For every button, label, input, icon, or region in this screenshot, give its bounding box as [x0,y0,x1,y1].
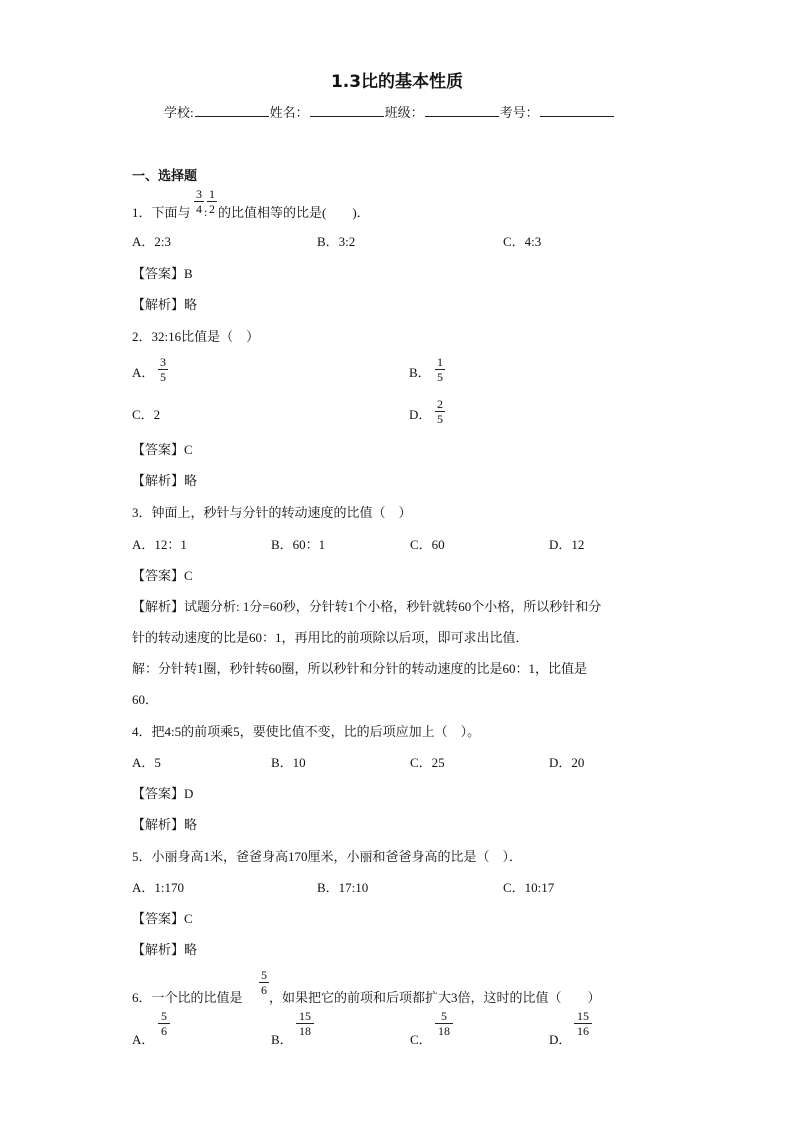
q4-option-d: D．20 [549,755,585,770]
q4-analysis: 【解析】略 [132,817,198,832]
q1-option-a: A．2:3 [132,234,172,249]
q4-option-b: B．10 [271,755,306,770]
q3-option-c: C．60 [410,537,445,552]
q6-a-num: 5 [161,1009,167,1023]
q4-option-a: A．5 [132,755,161,770]
exam-no-label: 考号： [499,105,539,120]
q2-option-b-label: B． [409,365,431,380]
section-heading: 一、选择题 [132,169,198,184]
q3-option-a: A．12：1 [132,537,187,552]
q2-text: 2．32:16比值是（ ） [132,329,260,344]
q2-d-num: 2 [437,397,443,411]
q5-text: 5．小丽身高1米，爸爸身高170厘米，小丽和爸爸身高的比是（ ）． [132,849,523,864]
q6-b-den: 18 [299,1024,311,1038]
q5-answer: 【答案】C [132,911,193,926]
q6-option-b-label: B． [271,1032,293,1047]
exam-no-blank [540,105,614,117]
q5-option-c: C．10:17 [503,880,555,895]
q1-fraction-a [194,188,204,215]
q6-option-d-label: D． [549,1032,572,1047]
q1-frac-a-num: 3 [196,187,202,201]
q1-prefix: 1．下面与 [132,205,191,220]
q6-fraction [259,969,269,996]
school-blank [195,105,269,117]
q6-option-c-fraction [435,1010,453,1037]
q3-option-d: D．12 [549,537,585,552]
q6-option-d-fraction [574,1010,592,1037]
q6-option-a-label: A． [132,1032,155,1047]
q2-option-b-fraction [435,356,445,383]
class-blank [425,105,499,117]
q4-text: 4．把4:5的前项乘5，要使比值不变，比的后项应加上（ ）。 [132,724,481,739]
q2-answer: 【答案】C [132,442,193,457]
q6-prefix: 6．一个比的比值是 [132,990,243,1005]
q6-b-num: 15 [299,1009,311,1023]
student-info-line [164,105,615,119]
q3-analysis-line-3: 解：分针转1圈，秒针转60圈，所以秒针和分针的转动速度的比是60：1，比值是 [132,661,588,676]
q6-c-num: 5 [441,1009,447,1023]
name-blank [310,105,384,117]
q2-option-c: C．2 [132,407,161,422]
q4-option-c: C．25 [410,755,445,770]
school-label: 学校: [164,105,194,120]
q6-a-den: 6 [161,1024,167,1038]
q1-analysis: 【解析】略 [132,297,198,312]
q5-option-b: B．17:10 [317,880,369,895]
q3-analysis-line-4: 60． [132,692,159,707]
q2-option-a-fraction [158,356,168,383]
q1-suffix: 的比值相等的比是( )． [218,205,370,220]
q1-option-c: C．4:3 [503,234,542,249]
q5-analysis: 【解析】略 [132,942,198,957]
q6-d-den: 16 [577,1024,589,1038]
q1-fraction-b [207,188,217,215]
q2-option-d-fraction [435,398,445,425]
q2-option-d-label: D． [409,407,432,422]
q1-frac-a-den: 4 [196,202,202,216]
q1-answer: 【答案】B [132,266,193,281]
q1-frac-b-den: 2 [209,202,215,216]
q6-d-num: 15 [577,1009,589,1023]
name-label: 姓名： [269,105,309,120]
q2-b-num: 1 [437,355,443,369]
q1-frac-b-num: 1 [209,187,215,201]
q6-option-c-label: C． [410,1032,432,1047]
q6-c-den: 18 [438,1024,450,1038]
q2-option-a-label: A． [132,365,155,380]
q3-analysis-line-1: 【解析】试题分析: 1分=60秒，分针转1个小格，秒针就转60个小格，所以秒针和分 [132,599,602,614]
page-title: 1.3比的基本性质 [330,72,464,92]
q6-frac-num: 5 [261,968,267,982]
q2-d-den: 5 [437,412,443,426]
q2-analysis: 【解析】略 [132,473,198,488]
class-label: 班级： [384,105,424,120]
q2-a-den: 5 [160,370,166,384]
q6-option-a-fraction [158,1010,170,1037]
q1-option-b: B．3:2 [317,234,356,249]
q3-option-b: B．60：1 [271,537,326,552]
q6-frac-den: 6 [261,983,267,997]
q5-option-a: A．1:170 [132,880,185,895]
q1-colon: : [204,205,208,219]
q6-option-b-fraction [296,1010,314,1037]
q6-suffix: ，如果把它的前项和后项都扩大3倍，这时的比值（ ） [269,990,601,1005]
q3-text: 3．钟面上，秒针与分针的转动速度的比值（ ） [132,505,412,520]
q3-answer: 【答案】C [132,568,193,583]
q2-a-num: 3 [160,355,166,369]
q4-answer: 【答案】D [132,786,194,801]
q3-analysis-line-2: 针的转动速度的比是60：1，再用比的前项除以后项，即可求出比值． [132,630,529,645]
q2-b-den: 5 [437,370,443,384]
